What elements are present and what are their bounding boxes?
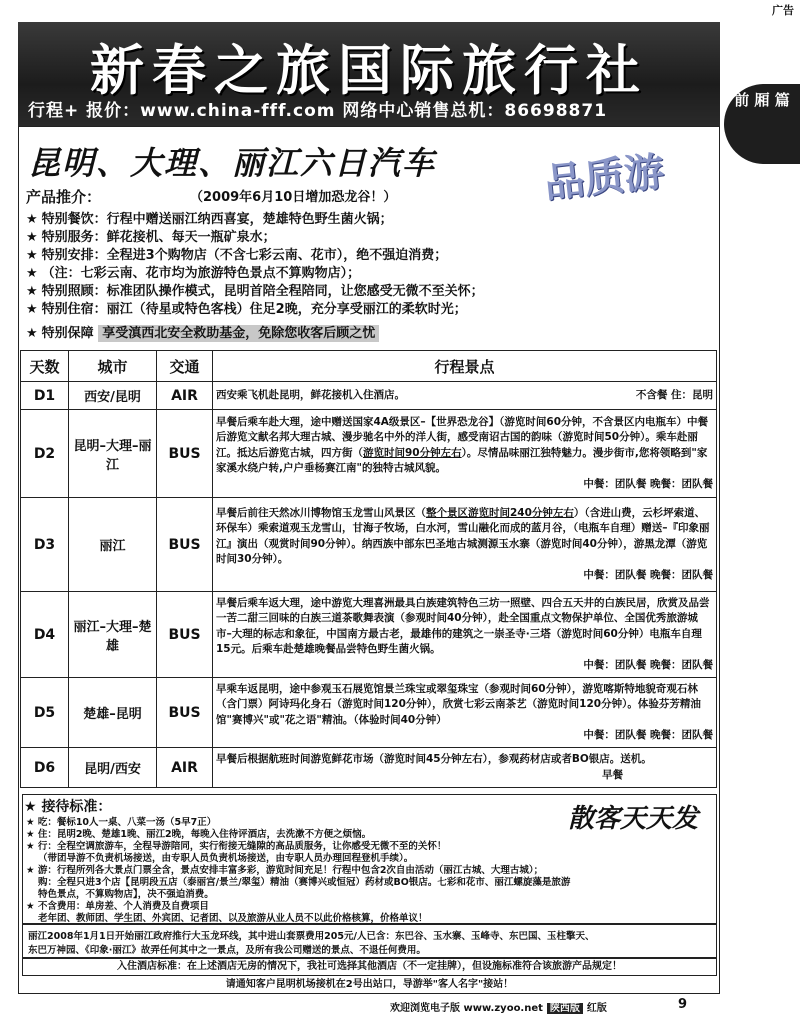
- meal-info: 早餐: [602, 768, 623, 781]
- reception-line: 特色景点，不算购物店】，决不强迫消费。: [38, 889, 214, 900]
- day-cell: D4: [21, 592, 69, 678]
- reception-line: ★ 住：昆明2晚、楚雄1晚、丽江2晚，每晚入住待评酒店，去洗漱不方便之烦恼。: [26, 829, 372, 840]
- footer-edition: 陕西版: [547, 1003, 583, 1014]
- city-cell: 楚雄–昆明: [69, 678, 157, 748]
- agency-title: 新春之旅国际旅行社: [90, 38, 648, 102]
- footer: [390, 999, 607, 1014]
- star-icon: ★: [26, 326, 38, 341]
- itinerary-header-row: [21, 351, 717, 382]
- city-cell: 丽江: [69, 498, 157, 592]
- guarantee-highlight: 享受滇西北安全救助基金，免除您收客后顾之忧: [98, 325, 379, 342]
- feature-item: ★ （注：七彩云南、花市均为旅游特色景点不算购物店）；: [26, 266, 361, 281]
- meal-info: 不含餐 住：昆明: [635, 388, 713, 401]
- transport-cell: AIR: [157, 382, 213, 410]
- hotel-standard-note: 入住酒店标准：在上述酒店无房的情况下，我社可选择其他酒店（不一定挂牌），但设施标准符合该旅游产品规定！: [22, 958, 717, 976]
- transport-cell: BUS: [157, 678, 213, 748]
- city-cell: 丽江–大理–楚雄: [69, 592, 157, 678]
- daily-departure-slogan: 散客天天发: [568, 804, 699, 834]
- feature-item: ★ 特别住宿：丽江（待星或特色客栈）住足2晚，充分享受丽江的柔软时光；: [26, 302, 467, 317]
- day-cell: D5: [21, 678, 69, 748]
- footer-version: 红版: [586, 1003, 607, 1014]
- meal-info: 中餐：团队餐 晚餐：团队餐: [583, 477, 713, 490]
- guarantee-item: ★ 特别保障 享受滇西北安全救助基金，免除您收客后顾之忧: [26, 322, 716, 341]
- header-banner: [18, 22, 720, 126]
- star-icon: ★: [26, 212, 38, 227]
- policy-line: 东巴万神园、《印象·丽江》故弄任何其中之一景点，及所有我公司赠送的景点、不退任何费用。: [28, 945, 426, 956]
- ad-tag: 广告: [772, 4, 794, 17]
- itinerary-table: [20, 350, 717, 788]
- reception-line: （带团导游不负责机场接送，由专职人员负责机场接送，由专职人员办理回程登机手续）。: [38, 853, 414, 864]
- reception-line: 老年团、教师团、学生团、外宾团、记者团、以及旅游从业人员不以此价格核算，价格单议！: [38, 913, 428, 924]
- star-icon: ★: [26, 302, 38, 317]
- meal-info: 中餐：团队餐 晚餐：团队餐: [583, 729, 713, 741]
- detail-cell: 早餐后前往天然冰川博物馆玉龙雪山风景区（整个景区游览时间240分钟左右）（含进山费，云杉坪索道、环保车）乘索道观玉龙雪山，甘海子牧场，白水河，雪山融化而成的蓝月谷，（电瓶车自理）赠送–『印象丽江』演出（观赏时间90分钟）。纳西族中部东巴圣地古城测源玉水寨（游览时间40分钟），游黑龙潭（游览时间30分钟）。 中餐：团队餐 晚餐：团队餐: [213, 498, 717, 592]
- star-icon: ★: [26, 284, 38, 299]
- reception-line: 购：全程只进3个店【昆明段五店（泰丽宫/景兰/翠玺）精油（赛博兴或恒冠）药材或BO银店。七彩和花市、丽江螺旋藻是旅游: [38, 877, 571, 888]
- star-icon: ★: [26, 248, 38, 263]
- detail-cell: 早餐后乘车赴大理，途中赠送国家4A级景区–【世界恐龙谷】（游览时间60分钟，不含景区内电瓶车）中餐后游览文献名邦大理古城、漫步驰名中外的洋人街，感受南诏古国的韵味（游览时间50分钟）。乘车赴丽江。抵达后游览古城，四方街（游览时间90分钟左右）。尽情品味丽江独特魅力。漫步街市,您将领略到"家家溪水绕户转,户户垂杨赛江南"的独特古城风貌。 中餐：团队餐 晚餐：团队餐: [213, 410, 717, 498]
- product-rec-note: （2009年6月10日增加恐龙谷！）: [190, 190, 397, 205]
- table-row: [21, 748, 717, 788]
- section-tab: 前 厢 篇: [724, 84, 800, 164]
- day-cell: D2: [21, 410, 69, 498]
- city-cell: 昆明/西安: [69, 748, 157, 788]
- reception-line: ★ 吃：餐标10人一桌、八菜一汤（5早7正）: [26, 817, 217, 828]
- transport-cell: BUS: [157, 410, 213, 498]
- transport-cell: BUS: [157, 592, 213, 678]
- policy-line: 丽江2008年1月1日开始丽江政府推行大玉龙环线，其中进山套票费用205元/人已含：东巴谷、玉水寨、玉峰寺、东巴国、玉柱擎天、: [28, 931, 595, 942]
- table-row: [21, 498, 717, 592]
- day-cell: D6: [21, 748, 69, 788]
- detail-cell: 早餐后乘车返大理，途中游览大理喜洲最具白族建筑特色三坊一照壁、四合五天井的白族民居，欣赏及品尝一苦二甜三回味的白族三道茶歌舞表演（参观时间40分钟），赴全国重点文物保护单位、全国优秀旅游城市–大理的标志和象征，中国南方最古老，最雄伟的建筑之一崇圣寺·三塔（游览时间60分钟）电瓶车自理15元。后乘车赴楚雄晚餐品尝特色野生菌火锅。 中餐：团队餐 晚餐：团队餐: [213, 592, 717, 678]
- star-icon: ★: [26, 266, 38, 281]
- table-row: [21, 410, 717, 498]
- airport-pickup-note: 请通知客户昆明机场接机在2号出站口，导游举"客人名字"接站！: [225, 979, 514, 990]
- meal-info: 中餐：团队餐 晚餐：团队餐: [583, 658, 713, 671]
- detail-cell: 早乘车返昆明，途中参观玉石展览馆景兰珠宝或翠玺珠宝（参观时间60分钟），游览喀斯特地貌奇观石林（含门票）阿诗玛化身石（游览时间120分钟），欣赏七彩云南茶艺（游览时间120分钟）。体验芬芳精油馆"赛博兴"或"花之语"精油。（体验时间40分钟） 中餐：团队餐 晚餐：团队餐: [213, 678, 717, 748]
- page-number: 9: [678, 997, 688, 1012]
- route-title: 昆明、大理、丽江六日汽车: [28, 144, 437, 182]
- col-transport: 交通: [157, 351, 213, 382]
- reception-line: ★ 行：全程空调旅游车，全程导游陪同，实行衔接无缝隙的高品质服务，让你感受无微不至的关怀！: [26, 841, 447, 852]
- feature-item: ★ 特别照顾：标准团队操作模式，昆明首陪全程陪同，让您感受无微不至关怀；: [26, 284, 484, 299]
- table-row: [21, 382, 717, 410]
- day-cell: D1: [21, 382, 69, 410]
- detail-cell: 西安乘飞机赴昆明，鲜花接机入住酒店。 不含餐 住：昆明: [213, 382, 717, 410]
- city-cell: 昆明–大理–丽江: [69, 410, 157, 498]
- reception-title: ★ 接待标准：: [24, 799, 112, 815]
- table-row: [21, 592, 717, 678]
- feature-item: ★ 特别餐饮：行程中赠送丽江纳西喜宴，楚雄特色野生菌火锅；: [26, 212, 393, 227]
- product-rec-label: 产品推介：: [26, 188, 102, 206]
- col-itinerary: 行程景点: [213, 351, 717, 382]
- transport-cell: BUS: [157, 498, 213, 592]
- day-cell: D3: [21, 498, 69, 592]
- feature-item: ★ 特别安排：全程进3个购物店（不含七彩云南、花市），绝不强迫消费；: [26, 248, 448, 263]
- agency-contact: 行程+ 报价：www.china-fff.com 网络中心销售总机：86698871: [28, 101, 608, 121]
- transport-cell: AIR: [157, 748, 213, 788]
- col-city: 城市: [69, 351, 157, 382]
- col-day: 天数: [21, 351, 69, 382]
- table-row: [21, 678, 717, 748]
- star-icon: ★: [26, 230, 38, 245]
- reception-line: ★ 游：行程所列各大景点门票全含，景点安排丰富多彩，游览时间充足！行程中包含2次自由活动（丽江古城、大理古城）；: [26, 865, 544, 876]
- top-strip: [0, 0, 800, 22]
- reception-line: ★ 不含费用：单房差、个人消费及自费项目: [26, 901, 209, 912]
- footer-site: 欢迎浏览电子版 www.zyoo.net: [390, 1003, 543, 1014]
- quality-stamp: 品质游: [542, 147, 667, 208]
- city-cell: 西安/昆明: [69, 382, 157, 410]
- meal-info: 中餐：团队餐 晚餐：团队餐: [583, 568, 713, 581]
- detail-cell: 早餐后根据航班时间游览鲜花市场（游览时间45分钟左右），参观药材店或者BO银店。送机。 早餐: [213, 748, 717, 788]
- feature-item: ★ 特别服务：鲜花接机、每天一瓶矿泉水；: [26, 230, 276, 245]
